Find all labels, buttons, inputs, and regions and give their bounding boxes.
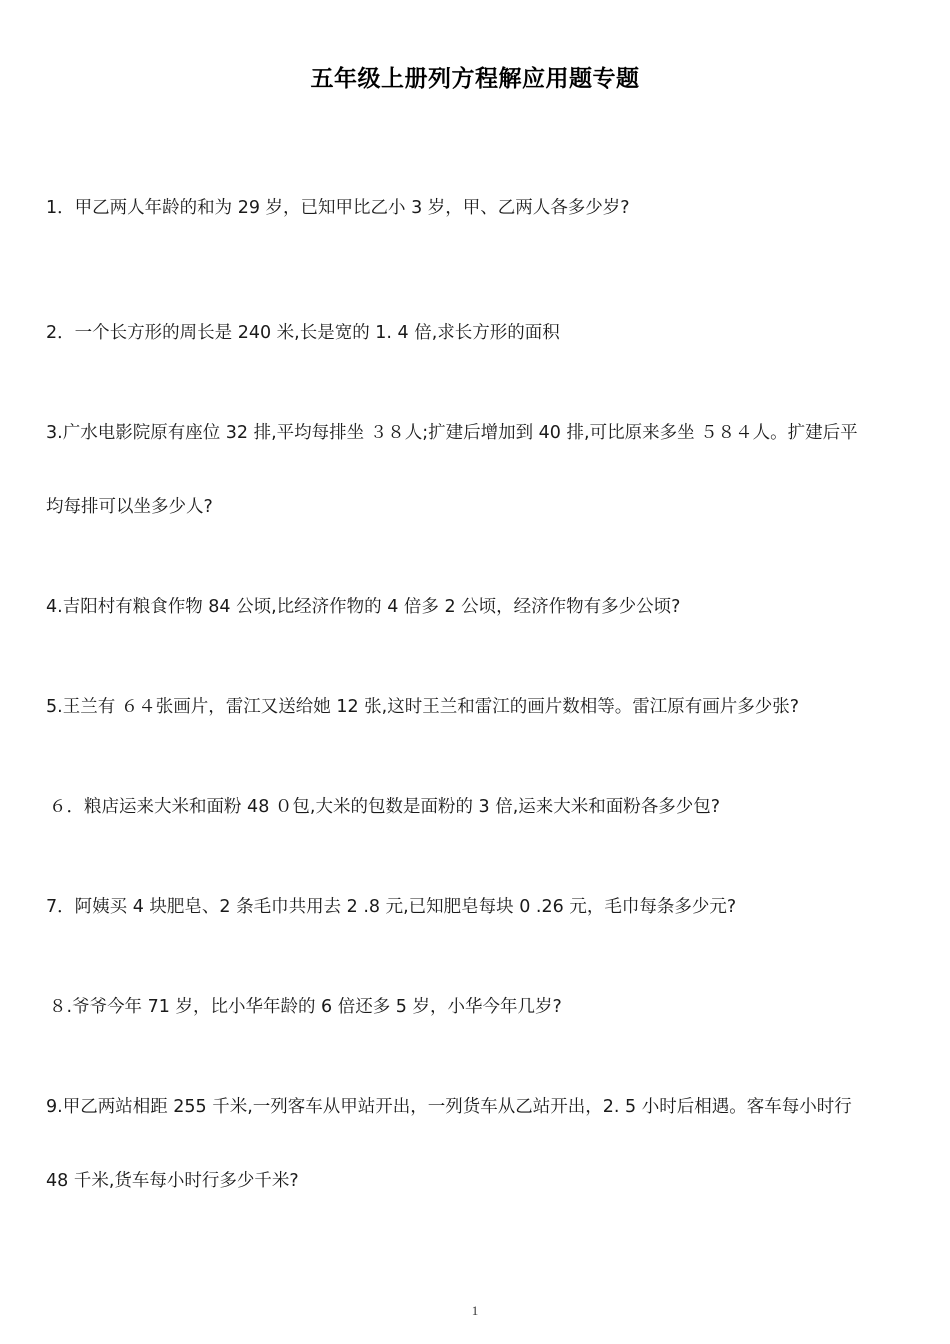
question-5: 5.王兰有 ６４张画片，雷江又送给她 12 张,这时王兰和雷江的画片数相等。雷江原有画片多少张?	[46, 697, 800, 717]
question-1: 1．甲乙两人年龄的和为 29 岁，已知甲比乙小 3 岁，甲、乙两人各多少岁?	[46, 198, 630, 218]
question-3-line-1: 3.广水电影院原有座位 32 排,平均每排坐 ３８人;扩建后增加到 40 排,可比原来多坐 ５８４人。扩建后平	[46, 423, 858, 443]
question-6: ６．粮店运来大米和面粉 48 ０包,大米的包数是面粉的 3 倍,运来大米和面粉各多少包?	[49, 797, 721, 817]
question-2: 2．一个长方形的周长是 240 米,长是宽的 1. 4 倍,求长方形的面积	[46, 323, 560, 343]
question-8: ８.爷爷今年 71 岁，比小华年龄的 6 倍还多 5 岁，小华今年几岁?	[49, 997, 562, 1017]
question-9-line-2: 48 千米,货车每小时行多少千米?	[46, 1171, 299, 1191]
question-9-line-1: 9.甲乙两站相距 255 千米,一列客车从甲站开出，一列货车从乙站开出，2. 5 小时后相遇。客车每小时行	[46, 1097, 852, 1117]
page-number: 1	[471, 1303, 479, 1318]
question-7: 7．阿姨买 4 块肥皂、2 条毛巾共用去 2 .8 元,已知肥皂每块 0 .26 元，毛巾每条多少元?	[46, 897, 737, 917]
question-4: 4.吉阳村有粮食作物 84 公顷,比经济作物的 4 倍多 2 公顷，经济作物有多少公顷?	[46, 597, 681, 617]
question-3-line-2: 均每排可以坐多少人?	[46, 497, 213, 517]
document-title: 五年级上册列方程解应用题专题	[310, 66, 640, 92]
